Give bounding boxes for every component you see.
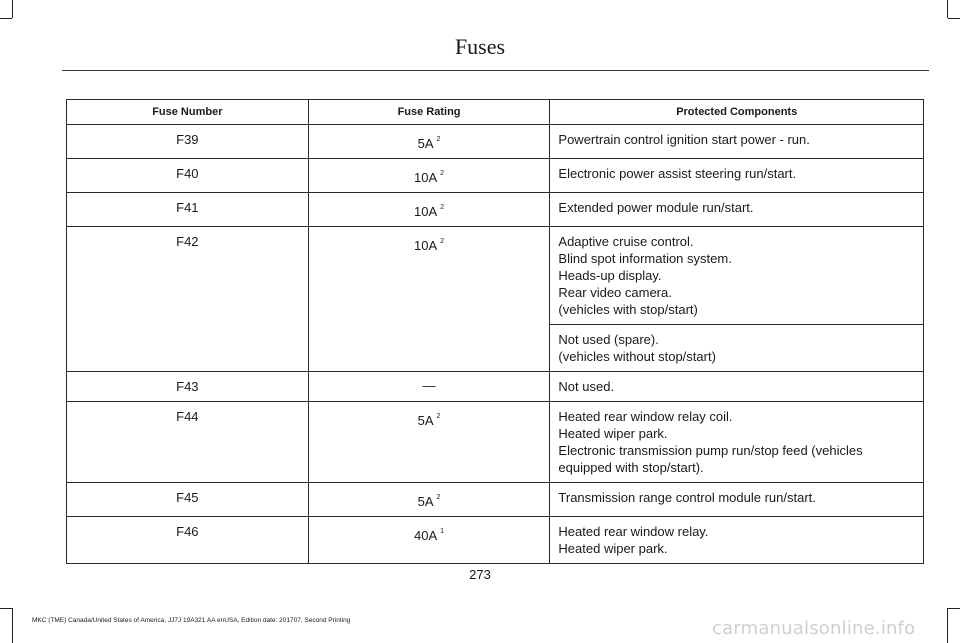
rating-value: — (422, 378, 436, 393)
page-number: 273 (469, 567, 491, 582)
table-row (67, 227, 924, 325)
fuse-number: F44 (67, 402, 309, 483)
protected-components (550, 402, 924, 483)
component-line: Blind spot information system. (558, 251, 732, 266)
fuse-rating (308, 402, 550, 483)
edition-footer: MKC (TME) Canada/United States of America, JJ7J 19A321 AA enUSA, Edition date: 201707, Second Printing (32, 617, 351, 624)
rating-footnote: 2 (440, 170, 445, 177)
table-row (67, 193, 924, 227)
crop-mark (0, 608, 12, 609)
rating-footnote: 2 (440, 204, 445, 211)
fuse-number: F41 (67, 193, 309, 227)
table-row (67, 372, 924, 402)
header-protected-components: Protected Components (550, 100, 924, 125)
protected-components (550, 517, 924, 564)
component-line: Adaptive cruise control. (558, 234, 694, 249)
fuse-rating (308, 517, 550, 564)
crop-mark (948, 608, 960, 609)
component-line: Rear video camera. (558, 285, 672, 300)
fuse-rating (308, 159, 550, 193)
rating-footnote: 2 (440, 238, 445, 245)
protected-components (550, 159, 924, 193)
fuse-number: F42 (67, 227, 309, 372)
rating-value: 10A (414, 238, 438, 253)
fuse-number: F46 (67, 517, 309, 564)
crop-mark (0, 18, 12, 19)
component-line: Heated wiper park. (558, 426, 668, 441)
header-fuse-number: Fuse Number (67, 100, 309, 125)
rating-footnote: 2 (436, 413, 441, 420)
component-line: Powertrain control ignition start power - run. (558, 132, 810, 147)
fuse-rating (308, 125, 550, 159)
fuse-table (66, 99, 924, 564)
component-line: Heated rear window relay. (558, 524, 709, 539)
crop-mark (947, 0, 948, 18)
table-header-row (67, 100, 924, 125)
table-row (67, 402, 924, 483)
fuse-rating (308, 227, 550, 372)
rating-value: 40A (414, 528, 438, 543)
component-line: (vehicles with stop/start) (558, 302, 698, 317)
component-line: equipped with stop/start). (558, 460, 704, 475)
rating-value: 5A (417, 494, 434, 509)
component-line: Heads-up display. (558, 268, 662, 283)
protected-components (550, 372, 924, 402)
rating-footnote: 2 (436, 136, 441, 143)
protected-components (550, 325, 924, 372)
crop-mark (948, 18, 960, 19)
component-line: Heated rear window relay coil. (558, 409, 733, 424)
watermark: carmanualsonline.info (712, 618, 916, 639)
rating-footnote: 1 (440, 528, 445, 535)
component-line: (vehicles without stop/start) (558, 349, 716, 364)
crop-mark (12, 0, 13, 18)
table-row (67, 517, 924, 564)
fuse-rating (308, 193, 550, 227)
protected-components (550, 483, 924, 517)
fuse-rating (308, 372, 550, 402)
protected-components (550, 227, 924, 325)
fuse-rating (308, 483, 550, 517)
fuse-number: F43 (67, 372, 309, 402)
protected-components (550, 193, 924, 227)
protected-components (550, 125, 924, 159)
page-title: Fuses (454, 34, 506, 59)
table-row (67, 125, 924, 159)
table-row (67, 483, 924, 517)
fuse-number: F45 (67, 483, 309, 517)
component-line: Electronic power assist steering run/start. (558, 166, 797, 181)
component-line: Electronic transmission pump run/stop feed (vehicles (558, 443, 863, 458)
component-line: Extended power module run/start. (558, 200, 754, 215)
component-line: Heated wiper park. (558, 541, 668, 556)
header-fuse-rating: Fuse Rating (308, 100, 550, 125)
fuse-number: F39 (67, 125, 309, 159)
component-line: Transmission range control module run/start. (558, 490, 816, 505)
title-rule (62, 70, 929, 71)
rating-value: 5A (417, 413, 434, 428)
table-row (67, 159, 924, 193)
fuse-number: F40 (67, 159, 309, 193)
rating-footnote: 2 (436, 494, 441, 501)
crop-mark (12, 608, 13, 643)
rating-value: 5A (417, 136, 434, 151)
component-line: Not used. (558, 379, 615, 394)
crop-mark (947, 608, 948, 643)
rating-value: 10A (414, 204, 438, 219)
component-line: Not used (spare). (558, 332, 659, 347)
rating-value: 10A (414, 170, 438, 185)
